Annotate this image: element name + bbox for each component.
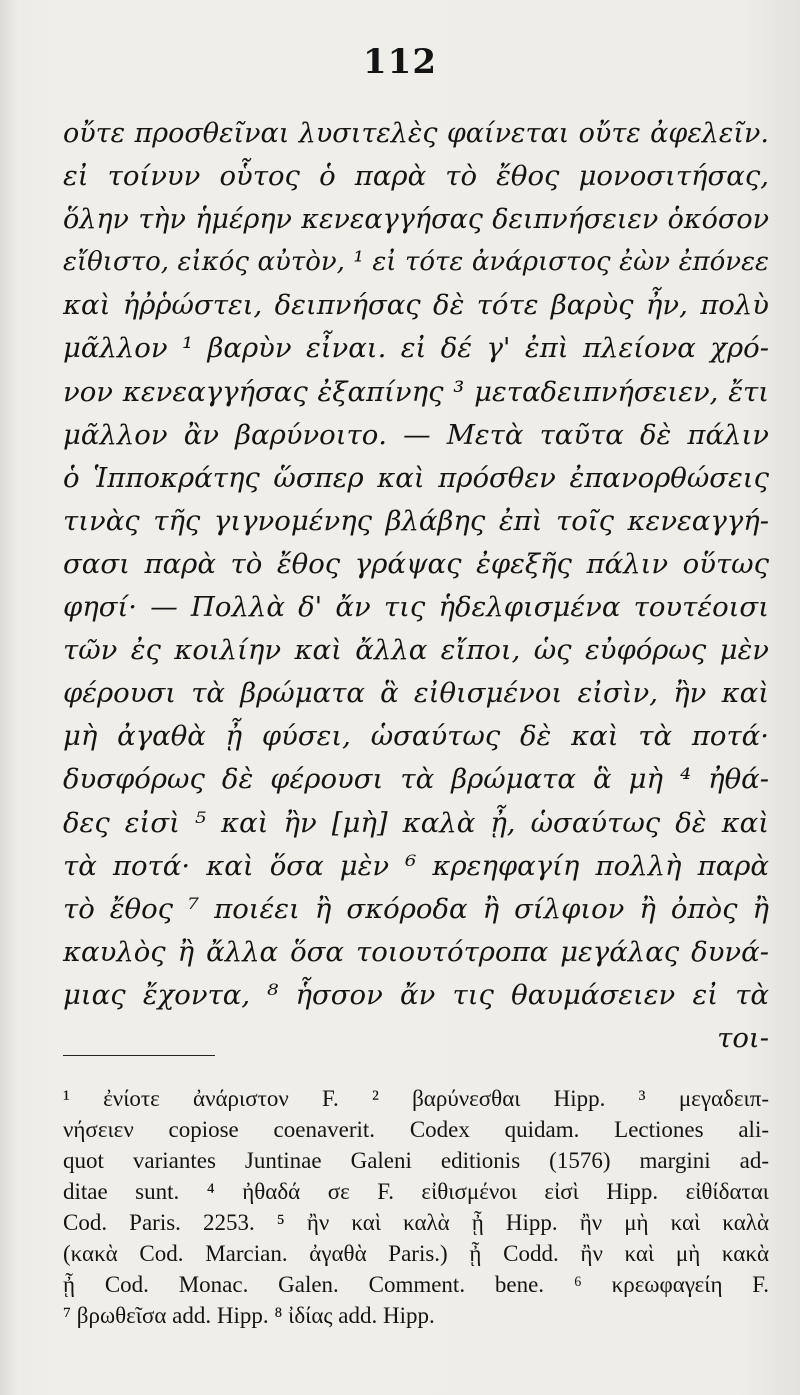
footnote-line: (κακὰ Cod. Marcian. ἀγαθὰ Paris.) ᾖ Codd. ἢν καὶ μὴ κακὰ [63, 1241, 769, 1266]
footnotes [63, 1083, 769, 1331]
footnote-line: Cod. Paris. 2253. ⁵ ἢν καὶ καλὰ ᾖ Hipp. ἢν μὴ καὶ καλὰ [63, 1210, 769, 1235]
text-line: τῶν ἐς κοιλίην καὶ ἄλλα εἴποι, ὡς εὐφόρως μὲν [63, 634, 769, 667]
footnote-line: νήσειεν copiose coenaverit. Codex quidam. Lectiones ali- [63, 1117, 769, 1142]
footnote-rule [63, 1055, 215, 1056]
footnote-line: ᾖ Cod. Monac. Galen. Comment. bene. ⁶ κρεωφαγείη F. [63, 1272, 769, 1297]
footnote-line: ditae sunt. ⁴ ἠθαδά σε F. εἰθισμένοι εἰσὶ Hipp. εἰθίδαται [63, 1179, 769, 1204]
text-line: τὸ ἔθος ⁷ ποιέει ἢ σκόροδα ἢ σίλφιον ἢ ὀπὸς ἢ [63, 892, 769, 925]
page-number: 112 [363, 42, 437, 82]
text-line: ὁ Ἱπποκράτης ὥσπερ καὶ πρόσθεν ἐπανορθώσεις [63, 461, 769, 494]
main-text [63, 112, 769, 1060]
text-line: καὶ ἠῤῥώστει, δειπνήσας δὲ τότε βαρὺς ἦν, πολὺ [63, 289, 769, 322]
text-line: τὰ ποτά· καὶ ὅσα μὲν ⁶ κρεηφαγίη πολλὴ παρὰ [63, 849, 769, 882]
text-line: τινὰς τῆς γιγνομένης βλάβης ἐπὶ τοῖς κενεαγγή- [63, 504, 769, 537]
catchword: τοι- [717, 1021, 769, 1054]
text-line: οὔτε προσθεῖναι λυσιτελὲς φαίνεται οὔτε ἀφελεῖν. [63, 118, 769, 149]
text-line: μᾶλλον ἂν βαρύνοιτο. — Μετὰ ταῦτα δὲ πάλιν [63, 418, 769, 451]
footnote-line: quot variantes Juntinae Galeni editionis (1576) margini ad- [63, 1148, 769, 1173]
text-line: εἰ τοίνυν οὗτος ὁ παρὰ τὸ ἔθος μονοσιτήσας, [63, 160, 769, 193]
text-line: μὴ ἀγαθὰ ᾖ φύσει, ὡσαύτως δὲ καὶ τὰ ποτά· [63, 720, 769, 753]
text-line: νον κενεαγγήσας ἐξαπίνης ³ μεταδειπνήσειεν, ἔτι [63, 375, 769, 408]
text-line: μιας ἔχοντα, ⁸ ἧσσον ἄν τις θαυμάσειεν εἰ τὰ [63, 978, 769, 1011]
footnote-line: ⁷ βρωθεῖσα add. Hipp. ⁸ ἰδίας add. Hipp. [63, 1303, 435, 1328]
text-line: σασι παρὰ τὸ ἔθος γράψας ἐφεξῆς πάλιν οὕτως [63, 547, 769, 580]
text-line: δες εἰσὶ ⁵ καὶ ἢν [μὴ] καλὰ ᾖ, ὡσαύτως δὲ καὶ [63, 806, 769, 839]
footnote-line: ¹ ἐνίοτε ἀνάριστον F. ² βαρύνεσθαι Hipp. ³ μεγαδειπ- [63, 1086, 769, 1111]
text-line: μᾶλλον ¹ βαρὺν εἶναι. εἰ δέ γ' ἐπὶ πλείονα χρό- [63, 332, 769, 365]
text-line: καυλὸς ἢ ἄλλα ὅσα τοιουτότροπα μεγάλας δυνά- [63, 935, 769, 968]
text-line: φησί· — Πολλὰ δ' ἄν τις ἡδελφισμένα τουτέοισι [63, 591, 769, 624]
text-line: δυσφόρως δὲ φέρουσι τὰ βρώματα ἃ μὴ ⁴ ἠθά- [63, 763, 769, 796]
text-line: ὅλην τὴν ἡμέρην κενεαγγήσας δειπνήσειεν ὁκόσον [63, 204, 769, 236]
text-line: φέρουσι τὰ βρώματα ἃ εἰθισμένοι εἰσὶν, ἢν καὶ [63, 677, 769, 710]
text-line: εἴθιστο, εἰκός αὐτὸν, ¹ εἰ τότε ἀνάριστος ἐὼν ἐπόνεε [63, 247, 769, 278]
